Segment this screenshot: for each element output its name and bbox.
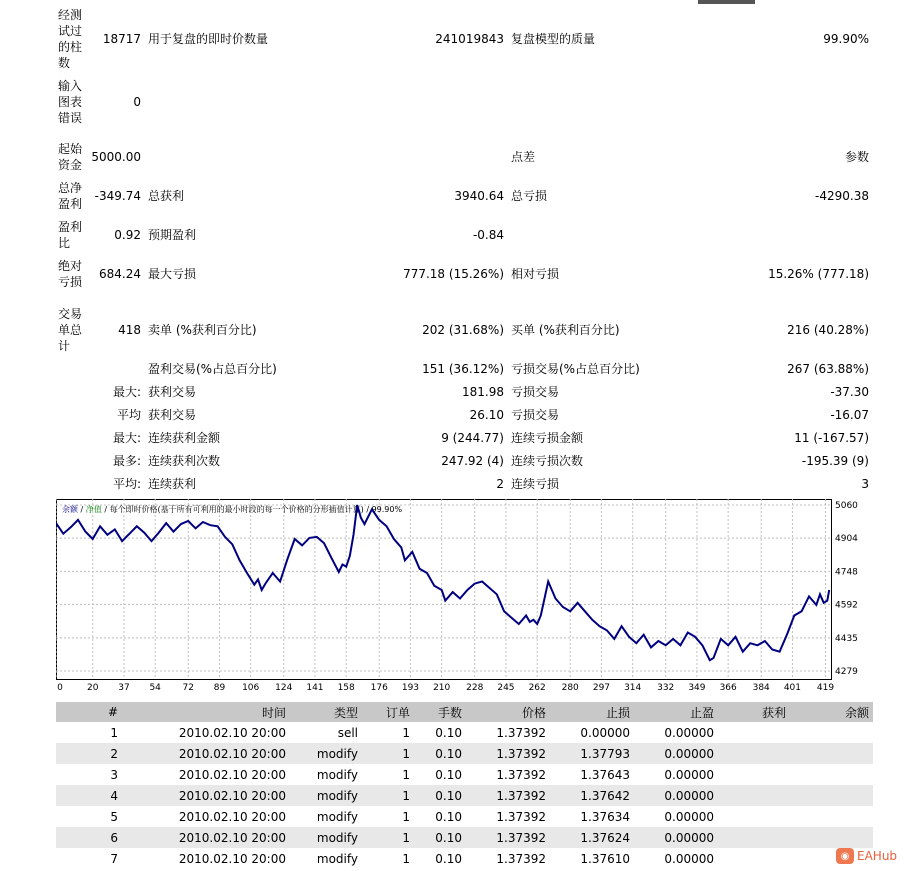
r4-value2: -195.39 (9) [801, 454, 869, 468]
cell-time: 2010.02.10 20:00 [122, 827, 290, 848]
win-trades-label: 盈利交易(%占总百分比) [148, 362, 277, 376]
chart-legend [62, 504, 402, 514]
cell-lots: 0.10 [435, 851, 462, 866]
x-tick-label: 262 [528, 683, 546, 693]
r1-value1: 181.98 [462, 385, 504, 399]
rel-drawdown-label: 相对亏损 [511, 267, 560, 281]
cell-num: 6 [56, 827, 122, 848]
cell-lots: 0.10 [414, 785, 466, 806]
cell-profit [718, 722, 790, 743]
balance-chart [56, 499, 876, 695]
x-tick-label: 193 [401, 683, 420, 693]
r1-label1: 获利交易 [148, 385, 197, 399]
legend-sep: / [78, 505, 86, 514]
cell-tp: 0.00000 [664, 725, 714, 740]
legend-equity: 净值 [85, 505, 102, 514]
col-header-profit[interactable]: 获利 [718, 702, 790, 722]
profit-factor-value: 0.92 [114, 228, 141, 242]
y-tick-label: 4435 [835, 633, 858, 644]
quality-value: 99.90% [823, 32, 869, 46]
r4-label1: 连续获利次数 [148, 454, 221, 468]
col-header-time[interactable]: 时间 [122, 702, 290, 722]
abs-drawdown-value: 684.24 [99, 267, 141, 281]
table-row[interactable] [56, 743, 873, 764]
cell-order: 1 [362, 743, 414, 764]
r3-label2: 连续亏损金额 [511, 431, 584, 445]
x-tick-label: 176 [370, 683, 388, 693]
cell-price: 1.37392 [466, 743, 550, 764]
r3-value1: 9 (244.77) [441, 431, 504, 445]
x-tick-label: 384 [752, 683, 770, 693]
legend-rest: / 每个即时价格(基于所有可利用的最小时段的每一个价格的分形插值计算) / 99.90% [101, 505, 403, 514]
col-header-num[interactable]: # [56, 702, 122, 722]
y-tick-label: 4279 [835, 667, 858, 677]
cell-sl: 1.37610 [580, 851, 630, 866]
cell-sl: 1.37642 [550, 785, 634, 806]
r4-label2: 连续亏损次数 [511, 454, 584, 468]
y-tick-label: 5060 [835, 501, 858, 511]
col-header-sl[interactable]: 止损 [550, 702, 634, 722]
x-tick-label: 332 [657, 683, 675, 693]
col-header-type[interactable]: 类型 [290, 702, 362, 722]
r4-value1: 247.92 (4) [441, 454, 504, 468]
cell-lots: 0.10 [435, 767, 462, 782]
y-tick-label: 4748 [835, 567, 858, 578]
table-row[interactable] [56, 827, 873, 848]
quality-label: 复盘模型的质量 [511, 32, 596, 46]
r5-label2: 连续亏损 [511, 477, 560, 491]
cell-profit [718, 743, 790, 764]
cell-type: sell [337, 725, 358, 740]
cell-lots: 0.10 [435, 809, 462, 824]
short-positions-value: 202 (31.68%) [422, 323, 504, 337]
loss-trades-value: 267 (63.88%) [787, 362, 869, 376]
x-tick-label: 419 [816, 683, 835, 693]
cell-tp: 0.00000 [664, 767, 714, 782]
cell-price: 1.37392 [496, 767, 546, 782]
cell-balance [790, 785, 873, 806]
long-positions-value: 216 (40.28%) [787, 323, 869, 337]
label-bars-tested: 经测试过的柱数 [58, 8, 83, 70]
cell-profit [718, 764, 790, 785]
r5-label1: 连续获利 [148, 477, 197, 491]
rel-drawdown-value: 15.26% (777.18) [768, 267, 869, 281]
r1-label2: 亏损交易 [511, 385, 560, 399]
cell-tp: 0.00000 [634, 785, 718, 806]
label-chart-errors: 输入图表错误 [58, 79, 83, 125]
top-scrollbar-thumb[interactable] [698, 0, 755, 4]
bars-tested-value: 18717 [102, 32, 141, 46]
x-tick-label: 401 [783, 683, 802, 693]
col-header-tp[interactable]: 止盈 [634, 702, 718, 722]
cell-lots: 0.10 [435, 725, 462, 740]
cell-sl: 0.00000 [580, 725, 630, 740]
expected-payoff-value: -0.84 [472, 228, 504, 242]
label-abs-drawdown: 绝对亏损 [58, 259, 83, 289]
spread-label: 点差 [511, 150, 536, 164]
cell-type: modify [290, 743, 362, 764]
cell-balance [790, 764, 873, 785]
eahub-watermark [836, 846, 897, 866]
eahub-text: EAHub [857, 849, 898, 863]
label-total-trades: 交易单总计 [58, 307, 83, 353]
win-trades-value: 151 (36.12%) [422, 362, 504, 376]
r3-prefix: 最大: [112, 431, 141, 445]
cell-num: 1 [110, 725, 118, 740]
params-label: 参数 [844, 150, 869, 164]
cell-sl: 1.37793 [550, 743, 634, 764]
x-tick-label: 106 [242, 683, 260, 693]
y-tick-label: 4592 [835, 600, 858, 611]
x-tick-label: 245 [497, 683, 515, 693]
cell-tp: 0.00000 [664, 851, 714, 866]
r5-value2: 3 [861, 477, 869, 491]
cell-lots: 0.10 [414, 827, 466, 848]
expected-payoff-label: 预期盈利 [148, 228, 197, 242]
table-row[interactable] [56, 848, 873, 869]
cell-num: 5 [110, 809, 118, 824]
total-trades-value: 418 [118, 323, 141, 337]
x-tick-label: 366 [719, 683, 737, 693]
col-header-lots[interactable]: 手数 [414, 702, 466, 722]
loss-trades-label: 亏损交易(%占总百分比) [511, 362, 640, 376]
x-tick-label: 210 [433, 683, 451, 693]
r2-label1: 获利交易 [148, 408, 197, 422]
cell-type: modify [316, 767, 358, 782]
col-header-order[interactable]: 订单 [362, 702, 414, 722]
long-positions-label: 买单 (%获利百分比) [511, 323, 620, 337]
x-tick-label: 89 [213, 683, 226, 693]
x-tick-label: 297 [592, 683, 611, 693]
legend-balance: 余额 [62, 505, 78, 514]
x-tick-label: 158 [337, 683, 355, 693]
gross-profit-label: 总获利 [148, 189, 185, 203]
r1-prefix: 最大: [112, 385, 141, 399]
r2-label2: 亏损交易 [511, 408, 560, 422]
cell-order: 1 [362, 827, 414, 848]
short-positions-label: 卖单 (%获利百分比) [148, 323, 257, 337]
cell-order: 1 [362, 785, 414, 806]
cell-price: 1.37392 [496, 809, 546, 824]
orders-table [56, 702, 873, 869]
label-initial-deposit: 起始资金 [58, 142, 83, 172]
cell-profit [718, 827, 790, 848]
cell-num: 2 [56, 743, 122, 764]
cell-sl: 1.37634 [580, 809, 630, 824]
cell-sl: 1.37624 [550, 827, 634, 848]
cell-price: 1.37392 [466, 827, 550, 848]
r2-value1: 26.10 [469, 408, 504, 422]
cell-price: 1.37392 [466, 785, 550, 806]
cell-order: 1 [402, 809, 410, 824]
r2-prefix: 平均 [116, 408, 141, 422]
cell-num: 4 [56, 785, 122, 806]
eahub-logo-icon: ◉ [836, 848, 854, 864]
cell-balance [790, 722, 873, 743]
cell-num: 3 [110, 767, 118, 782]
cell-type: modify [316, 809, 358, 824]
x-tick-label: 20 [87, 683, 99, 693]
x-tick-label: 72 [182, 683, 194, 693]
cell-balance [790, 827, 873, 848]
x-tick-label: 349 [688, 683, 706, 693]
cell-type: modify [290, 827, 362, 848]
label-total-net-profit: 总净盈利 [58, 181, 83, 211]
x-tick-label: 280 [561, 683, 579, 693]
cell-order: 1 [402, 851, 410, 866]
cell-tp: 0.00000 [634, 743, 718, 764]
gross-loss-value: -4290.38 [815, 189, 869, 203]
chart-errors-value: 0 [133, 95, 141, 109]
r5-value1: 2 [496, 477, 504, 491]
cell-time: 2010.02.10 20:00 [178, 809, 286, 824]
x-tick-label: 54 [149, 683, 161, 693]
cell-tp: 0.00000 [664, 809, 714, 824]
cell-tp: 0.00000 [634, 827, 718, 848]
cell-type: modify [316, 851, 358, 866]
x-tick-label: 124 [275, 683, 293, 693]
x-tick-label: 0 [57, 683, 63, 693]
cell-balance [790, 743, 873, 764]
table-row[interactable] [56, 806, 873, 827]
r3-label1: 连续获利金额 [148, 431, 221, 445]
gross-profit-value: 3940.64 [454, 189, 504, 203]
ticks-label: 用于复盘的即时价数量 [148, 32, 269, 46]
cell-profit [718, 785, 790, 806]
r1-value2: -37.30 [830, 385, 869, 399]
max-drawdown-value: 777.18 (15.26%) [403, 267, 504, 281]
table-row[interactable] [56, 785, 873, 806]
cell-num: 7 [110, 851, 118, 866]
total-net-profit-value: -349.74 [94, 189, 141, 203]
x-tick-label: 314 [624, 683, 642, 693]
x-tick-label: 228 [466, 683, 484, 693]
label-profit-factor: 盈利比 [58, 220, 83, 250]
cell-type: modify [290, 785, 362, 806]
col-header-price[interactable]: 价格 [466, 702, 550, 722]
x-tick-label: 141 [306, 683, 324, 693]
cell-time: 2010.02.10 20:00 [178, 767, 286, 782]
table-header-row [56, 702, 873, 722]
cell-time: 2010.02.10 20:00 [178, 725, 286, 740]
r3-value2: 11 (-167.57) [794, 431, 869, 445]
cell-price: 1.37392 [496, 851, 546, 866]
x-tick-label: 37 [118, 683, 130, 693]
cell-price: 1.37392 [496, 725, 546, 740]
cell-lots: 0.10 [414, 743, 466, 764]
r2-value2: -16.07 [830, 408, 869, 422]
table-row[interactable] [56, 722, 873, 743]
cell-time: 2010.02.10 20:00 [178, 851, 286, 866]
gross-loss-label: 总亏损 [511, 189, 548, 203]
cell-balance [790, 806, 873, 827]
cell-sl: 1.37643 [580, 767, 630, 782]
cell-order: 1 [402, 767, 410, 782]
cell-time: 2010.02.10 20:00 [122, 743, 290, 764]
table-row[interactable] [56, 764, 873, 785]
cell-profit [718, 848, 790, 869]
initial-deposit-value: 5000.00 [91, 150, 141, 164]
cell-time: 2010.02.10 20:00 [122, 785, 290, 806]
r4-prefix: 最多: [112, 454, 141, 468]
col-header-balance[interactable]: 余额 [790, 702, 873, 722]
y-tick-label: 4904 [835, 534, 858, 545]
max-drawdown-label: 最大亏损 [148, 267, 197, 281]
cell-profit [718, 806, 790, 827]
ticks-value: 241019843 [435, 32, 504, 46]
r5-prefix: 平均: [112, 477, 141, 491]
cell-order: 1 [402, 725, 410, 740]
